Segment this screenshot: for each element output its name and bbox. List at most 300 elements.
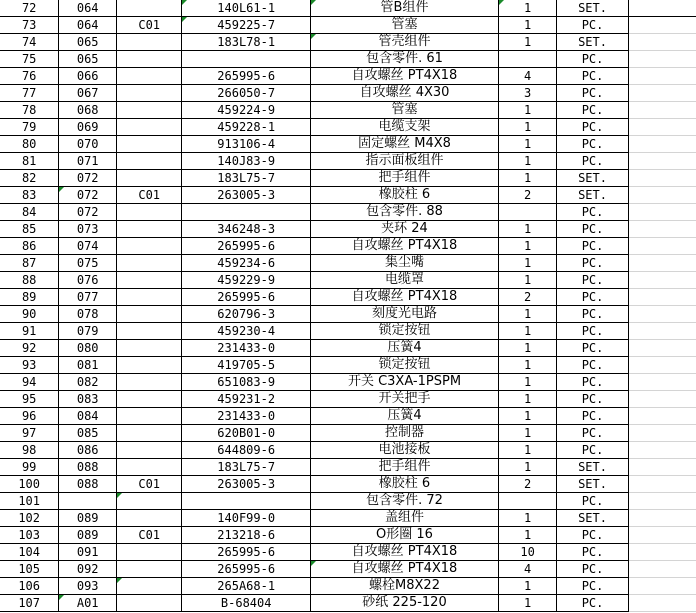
cell-option-code[interactable] [117,0,182,17]
cell-item-number[interactable]: 078 [59,306,117,323]
cell-part-number[interactable] [182,51,311,68]
cell-part-description[interactable]: 锁定按钮 [311,357,499,374]
cell-unit[interactable]: PC. [557,374,629,391]
cell-unit[interactable]: SET. [557,34,629,51]
table-row [0,238,696,255]
cell-item-number[interactable]: 086 [59,442,117,459]
cell-part-number[interactable]: 265995-6 [182,544,311,561]
cell-quantity[interactable]: 1 [498,510,556,527]
cell-option-code[interactable] [117,51,182,68]
cell-unit[interactable]: PC. [557,221,629,238]
cell-quantity[interactable]: 1 [498,408,556,425]
cell-part-number[interactable]: 459234-6 [182,255,311,272]
cell-row-number[interactable]: 90 [0,306,59,323]
cell-item-number[interactable]: 081 [59,357,117,374]
cell-unit[interactable]: SET. [557,187,629,204]
cell-part-description[interactable]: 刻度光电路 [311,306,499,323]
cell-unit[interactable]: PC. [557,408,629,425]
cell-blank[interactable] [628,493,696,510]
table-row [0,340,696,357]
cell-blank[interactable] [628,102,696,119]
cell-quantity[interactable]: 2 [498,187,556,204]
cell-blank[interactable] [628,119,696,136]
cell-option-code[interactable] [117,340,182,357]
cell-item-number[interactable]: 070 [59,136,117,153]
cell-option-code[interactable] [117,561,182,578]
cell-option-code[interactable] [117,391,182,408]
cell-row-number[interactable]: 91 [0,323,59,340]
cell-quantity[interactable]: 2 [498,476,556,493]
cell-item-number[interactable]: 084 [59,408,117,425]
cell-quantity[interactable]: 1 [498,306,556,323]
cell-blank[interactable] [628,170,696,187]
cell-part-number[interactable]: 265995-6 [182,238,311,255]
cell-quantity[interactable]: 1 [498,527,556,544]
cell-quantity[interactable]: 1 [498,170,556,187]
cell-quantity[interactable]: 10 [498,544,556,561]
cell-row-number[interactable]: 95 [0,391,59,408]
cell-item-number[interactable]: 072 [59,204,117,221]
cell-quantity[interactable]: 1 [498,153,556,170]
cell-row-number[interactable]: 88 [0,272,59,289]
cell-item-number[interactable]: 072 [59,170,117,187]
cell-option-code[interactable] [117,578,182,595]
cell-quantity[interactable]: 1 [498,136,556,153]
cell-blank[interactable] [628,595,696,612]
cell-row-number[interactable]: 73 [0,17,59,34]
cell-part-number[interactable]: 140L61-1 [182,0,311,17]
cell-part-description[interactable]: 锁定按钮 [311,323,499,340]
cell-row-number[interactable]: 72 [0,0,59,17]
cell-part-number[interactable]: 183L75-7 [182,170,311,187]
cell-unit[interactable]: PC. [557,306,629,323]
cell-unit[interactable]: PC. [557,68,629,85]
cell-blank[interactable] [628,323,696,340]
cell-quantity[interactable]: 1 [498,0,556,17]
cell-blank[interactable] [628,0,696,17]
cell-option-code[interactable] [117,510,182,527]
cell-blank[interactable] [628,442,696,459]
cell-part-description[interactable]: 自攻螺丝 PT4X18 [311,561,499,578]
cell-item-number[interactable]: 093 [59,578,117,595]
cell-unit[interactable]: PC. [557,442,629,459]
cell-unit[interactable]: SET. [557,0,629,17]
cell-quantity[interactable]: 1 [498,425,556,442]
cell-row-number[interactable]: 93 [0,357,59,374]
cell-option-code[interactable] [117,289,182,306]
cell-part-description[interactable]: 电池接板 [311,442,499,459]
cell-blank[interactable] [628,306,696,323]
cell-blank[interactable] [628,459,696,476]
cell-blank[interactable] [628,374,696,391]
cell-part-number[interactable]: 459228-1 [182,119,311,136]
cell-item-number[interactable]: 077 [59,289,117,306]
table-row [0,85,696,102]
cell-quantity[interactable]: 1 [498,357,556,374]
cell-part-number[interactable]: 620B01-0 [182,425,311,442]
cell-item-number[interactable]: 091 [59,544,117,561]
cell-part-description[interactable]: 把手组件 [311,459,499,476]
cell-row-number[interactable]: 84 [0,204,59,221]
cell-blank[interactable] [628,153,696,170]
cell-item-number[interactable]: 088 [59,459,117,476]
cell-blank[interactable] [628,561,696,578]
cell-part-number[interactable]: 346248-3 [182,221,311,238]
cell-row-number[interactable]: 85 [0,221,59,238]
cell-item-number[interactable]: 072 [59,187,117,204]
cell-part-number[interactable]: 459229-9 [182,272,311,289]
cell-option-code[interactable] [117,323,182,340]
cell-blank[interactable] [628,17,696,34]
cell-item-number[interactable]: 071 [59,153,117,170]
cell-item-number[interactable]: 067 [59,85,117,102]
cell-row-number[interactable]: 105 [0,561,59,578]
cell-part-description[interactable]: 包含零件. 72 [311,493,499,510]
cell-part-number[interactable]: 265995-6 [182,289,311,306]
cell-item-number[interactable]: 068 [59,102,117,119]
cell-part-number[interactable]: 644809-6 [182,442,311,459]
cell-option-code[interactable] [117,102,182,119]
cell-item-number[interactable]: 089 [59,527,117,544]
table-row [0,493,696,510]
cell-part-number[interactable]: 231433-0 [182,340,311,357]
cell-part-number[interactable]: 231433-0 [182,408,311,425]
cell-row-number[interactable]: 81 [0,153,59,170]
cell-unit[interactable]: PC. [557,391,629,408]
cell-part-description[interactable]: 管塞 [311,17,499,34]
cell-item-number[interactable]: 082 [59,374,117,391]
cell-part-description[interactable]: 盖组件 [311,510,499,527]
cell-item-number[interactable]: 065 [59,51,117,68]
cell-quantity[interactable]: 4 [498,561,556,578]
cell-part-number[interactable]: 459225-7 [182,17,311,34]
cell-option-code[interactable]: C01 [117,476,182,493]
cell-part-description[interactable]: 压簧4 [311,340,499,357]
cell-unit[interactable]: SET. [557,510,629,527]
cell-part-description[interactable]: 指示面板组件 [311,153,499,170]
cell-option-code[interactable] [117,170,182,187]
cell-unit[interactable]: PC. [557,527,629,544]
cell-row-number[interactable]: 106 [0,578,59,595]
cell-part-description[interactable]: 橡胶柱 6 [311,476,499,493]
cell-quantity[interactable]: 1 [498,442,556,459]
cell-blank[interactable] [628,238,696,255]
cell-row-number[interactable]: 103 [0,527,59,544]
cell-unit[interactable]: PC. [557,425,629,442]
cell-blank[interactable] [628,510,696,527]
cell-option-code[interactable] [117,425,182,442]
cell-blank[interactable] [628,476,696,493]
cell-quantity[interactable]: 1 [498,221,556,238]
cell-item-number[interactable]: 064 [59,17,117,34]
table-row [0,34,696,51]
cell-item-number[interactable]: 075 [59,255,117,272]
cell-unit[interactable]: PC. [557,102,629,119]
cell-part-number[interactable]: 265995-6 [182,68,311,85]
cell-blank[interactable] [628,391,696,408]
cell-row-number[interactable]: 104 [0,544,59,561]
cell-item-number[interactable]: 076 [59,272,117,289]
cell-item-number[interactable]: 074 [59,238,117,255]
cell-blank[interactable] [628,272,696,289]
cell-part-description[interactable]: 自攻螺丝 PT4X18 [311,238,499,255]
table-row [0,187,696,204]
cell-blank[interactable] [628,85,696,102]
cell-item-number[interactable]: 066 [59,68,117,85]
cell-quantity[interactable]: 1 [498,272,556,289]
cell-option-code[interactable] [117,374,182,391]
cell-unit[interactable]: SET. [557,170,629,187]
cell-quantity[interactable]: 1 [498,102,556,119]
cell-option-code[interactable] [117,238,182,255]
cell-unit[interactable]: PC. [557,544,629,561]
cell-item-number[interactable]: 080 [59,340,117,357]
cell-part-description[interactable]: 集尘嘴 [311,255,499,272]
cell-part-description[interactable]: 管B组件 [311,0,499,17]
cell-unit[interactable]: PC. [557,578,629,595]
cell-part-number[interactable]: 140F99-0 [182,510,311,527]
cell-quantity[interactable]: 1 [498,255,556,272]
cell-blank[interactable] [628,544,696,561]
cell-unit[interactable]: PC. [557,340,629,357]
cell-quantity[interactable]: 1 [498,323,556,340]
cell-item-number[interactable]: 073 [59,221,117,238]
table-row [0,391,696,408]
cell-quantity[interactable]: 1 [498,374,556,391]
cell-part-description[interactable]: 开关把手 [311,391,499,408]
cell-part-number[interactable]: 419705-5 [182,357,311,374]
cell-quantity[interactable]: 3 [498,85,556,102]
cell-part-description[interactable]: 电缆支架 [311,119,499,136]
cell-unit[interactable]: SET. [557,476,629,493]
cell-blank[interactable] [628,221,696,238]
cell-row-number[interactable]: 87 [0,255,59,272]
cell-option-code[interactable]: C01 [117,187,182,204]
cell-item-number[interactable]: 065 [59,34,117,51]
cell-blank[interactable] [628,425,696,442]
cell-row-number[interactable]: 102 [0,510,59,527]
cell-blank[interactable] [628,340,696,357]
cell-item-number[interactable]: 092 [59,561,117,578]
cell-option-code[interactable]: C01 [117,527,182,544]
cell-quantity[interactable] [498,51,556,68]
cell-blank[interactable] [628,289,696,306]
cell-unit[interactable]: PC. [557,493,629,510]
cell-unit[interactable]: PC. [557,323,629,340]
cell-item-number[interactable]: 089 [59,510,117,527]
cell-quantity[interactable]: 1 [498,391,556,408]
cell-unit[interactable]: PC. [557,51,629,68]
cell-part-number[interactable]: 913106-4 [182,136,311,153]
table-row [0,136,696,153]
cell-part-number[interactable] [182,204,311,221]
cell-option-code[interactable] [117,459,182,476]
cell-option-code[interactable] [117,595,182,612]
cell-quantity[interactable]: 1 [498,459,556,476]
cell-blank[interactable] [628,136,696,153]
cell-part-number[interactable]: 183L75-7 [182,459,311,476]
cell-part-number[interactable]: 265A68-1 [182,578,311,595]
table-row [0,578,696,595]
cell-part-number[interactable]: 183L78-1 [182,34,311,51]
cell-row-number[interactable]: 89 [0,289,59,306]
cell-unit[interactable]: PC. [557,153,629,170]
cell-part-number[interactable]: 620796-3 [182,306,311,323]
cell-quantity[interactable]: 1 [498,340,556,357]
cell-part-number[interactable]: 459231-2 [182,391,311,408]
cell-blank[interactable] [628,68,696,85]
cell-option-code[interactable] [117,493,182,510]
cell-blank[interactable] [628,357,696,374]
cell-row-number[interactable]: 101 [0,493,59,510]
cell-part-description[interactable]: O形圈 16 [311,527,499,544]
cell-blank[interactable] [628,204,696,221]
cell-option-code[interactable]: C01 [117,17,182,34]
cell-part-number[interactable]: 651083-9 [182,374,311,391]
cell-row-number[interactable]: 97 [0,425,59,442]
cell-option-code[interactable] [117,442,182,459]
cell-part-description[interactable]: 自攻螺丝 PT4X18 [311,68,499,85]
cell-row-number[interactable]: 94 [0,374,59,391]
cell-unit[interactable]: PC. [557,357,629,374]
cell-part-description[interactable]: 自攻螺丝 PT4X18 [311,544,499,561]
cell-option-code[interactable] [117,306,182,323]
cell-item-number[interactable]: A01 [59,595,117,612]
cell-item-number[interactable]: 064 [59,0,117,17]
cell-part-description[interactable]: 螺栓M8X22 [311,578,499,595]
cell-quantity[interactable]: 1 [498,34,556,51]
cell-unit[interactable]: PC. [557,238,629,255]
cell-item-number[interactable]: 083 [59,391,117,408]
cell-unit[interactable]: SET. [557,459,629,476]
cell-part-description[interactable]: 把手组件 [311,170,499,187]
cell-part-number[interactable]: 263005-3 [182,476,311,493]
cell-blank[interactable] [628,51,696,68]
cell-option-code[interactable] [117,204,182,221]
cell-row-number[interactable]: 107 [0,595,59,612]
cell-option-code[interactable] [117,34,182,51]
cell-blank[interactable] [628,408,696,425]
cell-quantity[interactable]: 4 [498,68,556,85]
cell-row-number[interactable]: 78 [0,102,59,119]
cell-part-description[interactable]: 电缆罩 [311,272,499,289]
cell-blank[interactable] [628,187,696,204]
cell-quantity[interactable] [498,493,556,510]
cell-part-number[interactable]: 459230-4 [182,323,311,340]
cell-part-description[interactable]: 压簧4 [311,408,499,425]
cell-quantity[interactable] [498,204,556,221]
cell-blank[interactable] [628,255,696,272]
cell-quantity[interactable]: 1 [498,119,556,136]
cell-option-code[interactable] [117,68,182,85]
cell-row-number[interactable]: 74 [0,34,59,51]
cell-row-number[interactable]: 86 [0,238,59,255]
cell-part-number[interactable]: 213218-6 [182,527,311,544]
cell-blank[interactable] [628,578,696,595]
cell-part-number[interactable]: 140J83-9 [182,153,311,170]
cell-part-number[interactable]: 263005-3 [182,187,311,204]
table-row [0,51,696,68]
cell-part-description[interactable]: 橡胶柱 6 [311,187,499,204]
cell-option-code[interactable] [117,408,182,425]
cell-blank[interactable] [628,527,696,544]
cell-quantity[interactable]: 1 [498,17,556,34]
cell-part-description[interactable]: 包含零件. 61 [311,51,499,68]
cell-option-code[interactable] [117,136,182,153]
cell-option-code[interactable] [117,544,182,561]
cell-item-number[interactable]: 088 [59,476,117,493]
cell-part-description[interactable]: 控制器 [311,425,499,442]
cell-part-number[interactable]: 459224-9 [182,102,311,119]
cell-row-number[interactable]: 99 [0,459,59,476]
cell-part-number[interactable]: 266050-7 [182,85,311,102]
cell-option-code[interactable] [117,85,182,102]
cell-row-number[interactable]: 77 [0,85,59,102]
cell-unit[interactable]: PC. [557,17,629,34]
cell-part-description[interactable]: 自攻螺丝 PT4X18 [311,289,499,306]
cell-option-code[interactable] [117,255,182,272]
cell-row-number[interactable]: 100 [0,476,59,493]
cell-part-number[interactable]: 265995-6 [182,561,311,578]
table-row [0,374,696,391]
cell-part-description[interactable]: 管壳组件 [311,34,499,51]
cell-row-number[interactable]: 79 [0,119,59,136]
cell-option-code[interactable] [117,272,182,289]
cell-unit[interactable]: PC. [557,255,629,272]
cell-part-description[interactable]: 开关 C3XA-1PSPM [311,374,499,391]
cell-option-code[interactable] [117,357,182,374]
cell-row-number[interactable]: 75 [0,51,59,68]
cell-row-number[interactable]: 80 [0,136,59,153]
cell-option-code[interactable] [117,221,182,238]
cell-item-number[interactable] [59,493,117,510]
cell-quantity[interactable]: 1 [498,238,556,255]
cell-unit[interactable]: PC. [557,136,629,153]
cell-row-number[interactable]: 83 [0,187,59,204]
cell-row-number[interactable]: 92 [0,340,59,357]
cell-part-description[interactable]: 自攻螺丝 4X30 [311,85,499,102]
cell-row-number[interactable]: 76 [0,68,59,85]
cell-blank[interactable] [628,34,696,51]
cell-quantity[interactable]: 1 [498,595,556,612]
cell-part-description[interactable]: 包含零件. 88 [311,204,499,221]
cell-unit[interactable]: PC. [557,85,629,102]
cell-part-description[interactable]: 固定螺丝 M4X8 [311,136,499,153]
cell-row-number[interactable]: 82 [0,170,59,187]
cell-row-number[interactable]: 98 [0,442,59,459]
cell-quantity[interactable]: 1 [498,578,556,595]
cell-part-description[interactable]: 夹环 24 [311,221,499,238]
cell-part-description[interactable]: 管塞 [311,102,499,119]
cell-item-number[interactable]: 079 [59,323,117,340]
cell-part-number[interactable] [182,493,311,510]
cell-unit[interactable]: PC. [557,204,629,221]
cell-row-number[interactable]: 96 [0,408,59,425]
cell-unit[interactable]: PC. [557,272,629,289]
cell-part-description[interactable]: 砂纸 225-120 [311,595,499,612]
cell-unit[interactable]: PC. [557,595,629,612]
table-row [0,17,696,34]
cell-item-number[interactable]: 069 [59,119,117,136]
cell-quantity[interactable]: 2 [498,289,556,306]
cell-unit[interactable]: PC. [557,119,629,136]
cell-option-code[interactable] [117,153,182,170]
cell-unit[interactable]: PC. [557,561,629,578]
cell-unit[interactable]: PC. [557,289,629,306]
cell-option-code[interactable] [117,119,182,136]
cell-item-number[interactable]: 085 [59,425,117,442]
cell-part-number[interactable]: B-68404 [182,595,311,612]
